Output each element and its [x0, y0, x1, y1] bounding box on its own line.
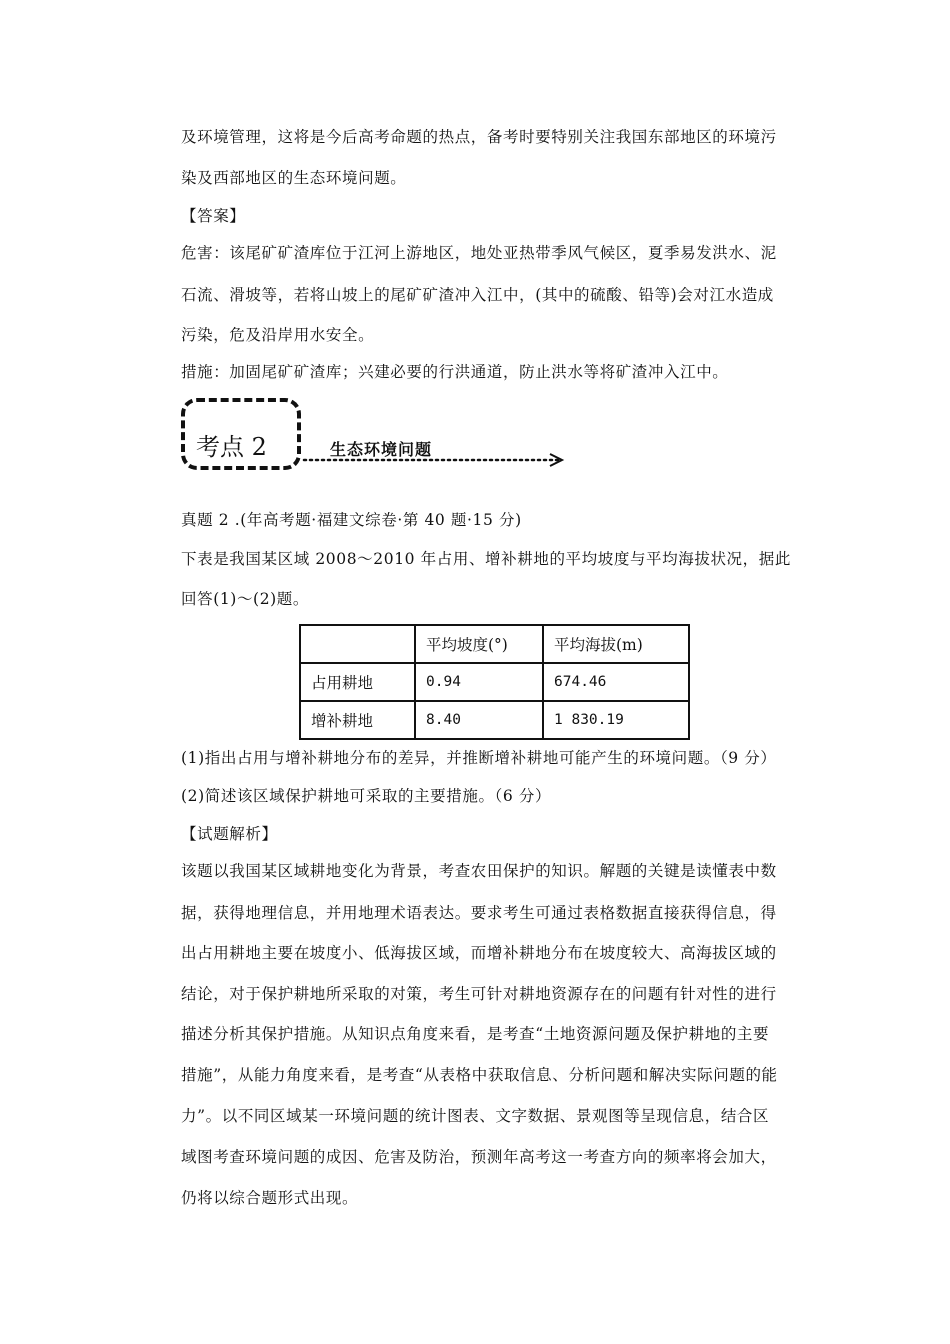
answer-line: 石流、滑坡等，若将山坡上的尾矿矿渣冲入江中，(其中的硫酸、铅等)会对江水造成	[181, 286, 774, 304]
analysis-line: 域图考查环境问题的成因、危害及防治，预测年高考这一考查方向的频率将会加大，	[181, 1148, 777, 1166]
table-cell: 674.46	[543, 663, 689, 701]
table-header-cell: 平均坡度(°)	[415, 625, 543, 663]
analysis-line: 措施”，从能力角度来看，是考查“从表格中获取信息、分析问题和解决实际问题的能	[181, 1066, 778, 1084]
answer-line: 污染，危及沿岸用水安全。	[181, 326, 375, 344]
analysis-line: 出占用耕地主要在坡度小、低海拔区域，而增补耕地分布在坡度较大、高海拔区域的	[181, 944, 777, 962]
table-header-cell: 平均海拔(m)	[543, 625, 689, 663]
data-table	[299, 624, 690, 740]
sub-question: (2)简述该区域保护耕地可采取的主要措施。（6 分）	[181, 787, 552, 805]
sub-question: (1)指出占用与增补耕地分布的差异，并推断增补耕地可能产生的环境问题。（9 分）	[181, 749, 777, 767]
answer-heading: 【答案】	[181, 207, 246, 225]
table-cell: 增补耕地	[300, 701, 415, 739]
intro-line: 染及西部地区的生态环境问题。	[181, 169, 407, 187]
analysis-heading: 【试题解析】	[181, 825, 278, 843]
question-header: 真题 2 .(年高考题·福建文综卷·第 40 题·15 分)	[181, 511, 522, 529]
analysis-line: 该题以我国某区域耕地变化为背景，考查农田保护的知识。解题的关键是读懂表中数	[181, 862, 777, 880]
answer-line: 危害：该尾矿矿渣库位于江河上游地区，地处亚热带季风气候区，夏季易发洪水、泥	[181, 244, 777, 262]
section-title: 生态环境问题	[330, 440, 433, 459]
analysis-line: 据，获得地理信息，并用地理术语表达。要求考生可通过表格数据直接获得信息，得	[181, 904, 777, 922]
question-line: 回答(1)～(2)题。	[181, 590, 310, 608]
intro-line: 及环境管理，这将是今后高考命题的热点，备考时要特别关注我国东部地区的环境污	[181, 128, 777, 146]
question-line: 下表是我国某区域 2008～2010 年占用、增补耕地的平均坡度与平均海拔状况，据此	[181, 550, 791, 568]
answer-line: 措施：加固尾矿矿渣库；兴建必要的行洪通道，防止洪水等将矿渣冲入江中。	[181, 363, 729, 381]
table-row	[300, 701, 689, 739]
table-header-cell	[300, 625, 415, 663]
table-cell: 占用耕地	[300, 663, 415, 701]
analysis-line: 描述分析其保护措施。从知识点角度来看，是考查“土地资源问题及保护耕地的主要	[181, 1025, 770, 1043]
section-label: 考点 2	[196, 433, 267, 461]
table-header-row	[300, 625, 689, 663]
analysis-line: 仍将以综合题形式出现。	[181, 1189, 359, 1207]
table-cell: 0.94	[415, 663, 543, 701]
table-row	[300, 663, 689, 701]
analysis-line: 结论，对于保护耕地所采取的对策，考生可针对耕地资源存在的问题有针对性的进行	[181, 985, 777, 1003]
table-cell: 1 830.19	[543, 701, 689, 739]
analysis-line: 力”。以不同区域某一环境问题的统计图表、文字数据、景观图等呈现信息，结合区	[181, 1107, 770, 1125]
table-cell: 8.40	[415, 701, 543, 739]
